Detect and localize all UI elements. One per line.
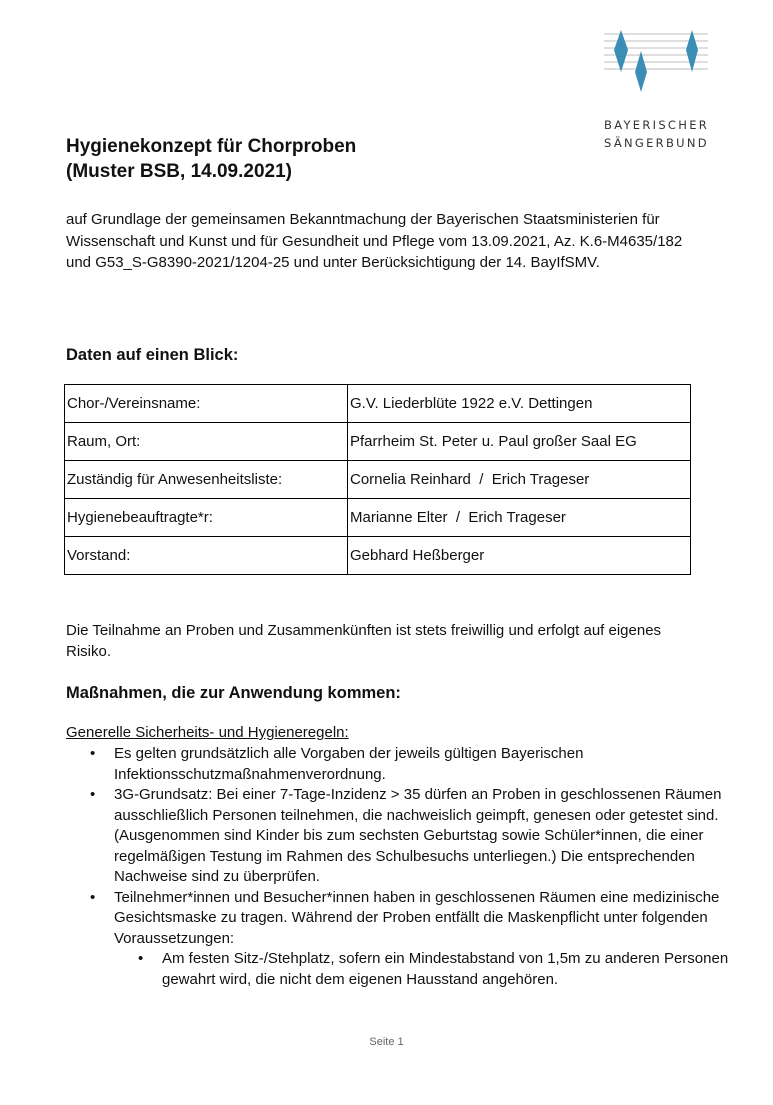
list-item-text: Teilnehmer*innen und Besucher*innen haben in geschlossenen Räumen eine medizinische Gesichtsmaske zu tragen. Während der Proben entfällt die Maskenpflicht unter folgenden Voraussetzungen: xyxy=(114,888,720,947)
table-key: Raum, Ort: xyxy=(65,423,348,461)
table-value: Gebhard Heßberger xyxy=(348,537,691,575)
table-row xyxy=(65,423,691,461)
participation-note: Die Teilnahme an Proben und Zusammenkünften ist stets freiwillig und erfolgt auf eigenes Risiko. xyxy=(66,622,662,660)
data-table xyxy=(64,384,691,575)
logo-graphic xyxy=(604,28,712,92)
sub-list-item: • Am festen Sitz-/Stehplatz, sofern ein Mindestabstand von 1,5m zu anderen Personen gewahrt wird, die nicht dem eigenen Hausstand angehören. xyxy=(162,949,754,990)
intro-paragraph: auf Grundlage der gemeinsamen Bekanntmachung der Bayerischen Staatsministerien für Wissenschaft und Kunst und für Gesundheit und Pflege vom 13.09.2021, Az. K.6-M4635/182 und G53_S-G8390-2021/1204-25 und unter Berücksichtigung der 14. BayIfSMV. xyxy=(66,211,683,271)
list-item: • 3G-Grundsatz: Bei einer 7-Tage-Inzidenz > 35 dürfen an Proben in geschlossenen Räumen ausschließlich Personen teilnehmen, die nachweislich geimpft, genesen oder getestet sind. (Ausgenommen sind Kinder bis zum sechsten Geburtstag sowie Schüler*innen, die einer regelmäßigen Testung im Rahmen des Schulbesuchs unterliegen.) Die entsprechenden Nachweise sind zu überprüfen. xyxy=(114,785,754,888)
page-number: Seite 1 xyxy=(369,1036,404,1048)
rules-list xyxy=(66,744,754,990)
logo-diamond xyxy=(614,30,628,72)
rules-subheading: Generelle Sicherheits- und Hygieneregeln: xyxy=(66,724,349,741)
bsb-logo xyxy=(604,28,712,152)
list-item: • Es gelten grundsätzlich alle Vorgaben der jeweils gültigen Bayerischen Infektionsschutzmaßnahmenverordnung. xyxy=(114,744,754,785)
table-row xyxy=(65,461,691,499)
logo-line-2: SÄNGERBUND xyxy=(604,136,709,150)
measures-heading: Maßnahmen, die zur Anwendung kommen: xyxy=(66,684,401,702)
logo-diamond xyxy=(635,51,647,92)
data-heading: Daten auf einen Blick: xyxy=(66,346,239,364)
table-value: Cornelia Reinhard / Erich Trageser xyxy=(348,461,691,499)
sub-rules-list xyxy=(114,949,754,990)
table-key: Vorstand: xyxy=(65,537,348,575)
logo-diamond xyxy=(686,30,698,72)
title-line-2: (Muster BSB, 14.09.2021) xyxy=(66,161,292,182)
logo-wordmark xyxy=(604,116,712,152)
table-key: Zuständig für Anwesenheitsliste: xyxy=(65,461,348,499)
table-key: Chor-/Vereinsname: xyxy=(65,385,348,423)
table-row xyxy=(65,385,691,423)
list-item xyxy=(114,888,754,991)
table-value: Pfarrheim St. Peter u. Paul großer Saal EG xyxy=(348,423,691,461)
table-key: Hygienebeauftragte*r: xyxy=(65,499,348,537)
title-line-1: Hygienekonzept für Chorproben xyxy=(66,136,357,157)
table-row xyxy=(65,499,691,537)
logo-line-1: BAYERISCHER xyxy=(604,118,710,132)
table-value: Marianne Elter / Erich Trageser xyxy=(348,499,691,537)
table-value: G.V. Liederblüte 1922 e.V. Dettingen xyxy=(348,385,691,423)
table-row xyxy=(65,537,691,575)
document-title xyxy=(66,134,356,184)
